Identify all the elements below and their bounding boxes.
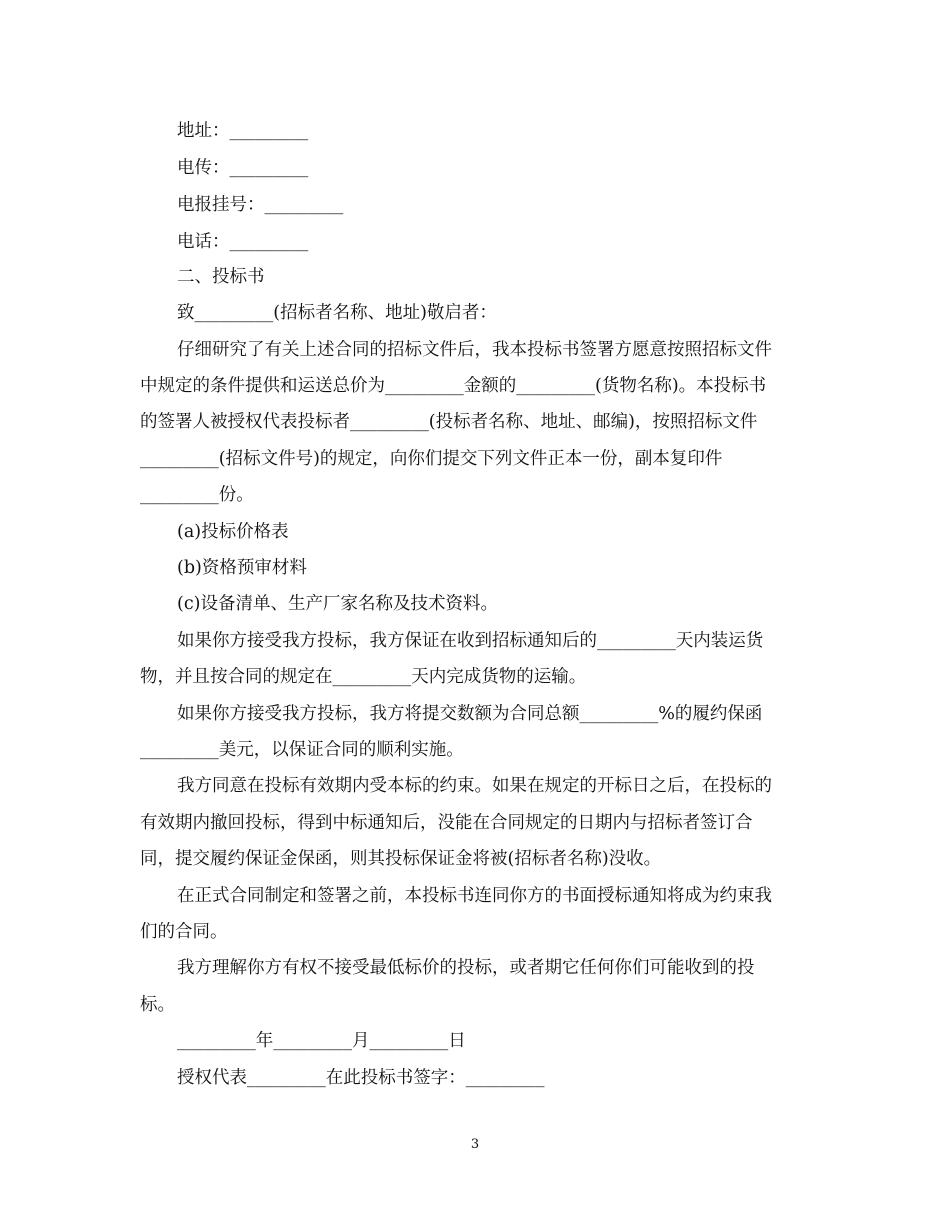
paragraph-line: 标。 — [140, 995, 175, 1015]
section-heading: 二、投标书 — [177, 267, 265, 287]
paragraph-line: 我方理解你方有权不接受最低标价的投标，或者期它任何你们可能收到的投 — [177, 958, 755, 978]
telephone-field: 电话：_________ — [177, 232, 309, 252]
paragraph-line: 同，提交履约保证金保函，则其投标保证金将被(招标者名称)没收。 — [140, 849, 662, 869]
date-line: _________年_________月_________日 — [177, 1031, 466, 1051]
page-number: 3 — [470, 1137, 480, 1152]
cable-address-field: 电报挂号：_________ — [177, 195, 344, 215]
list-item: (b)资格预审材料 — [177, 558, 307, 578]
list-item: (c)设备清单、生产厂家名称及技术资料。 — [177, 594, 498, 614]
signature-line: 授权代表_________在此投标书签字：_________ — [177, 1068, 545, 1088]
telex-field: 电传：_________ — [177, 158, 309, 178]
paragraph-line: 如果你方接受我方投标，我方将提交数额为合同总额_________%的履约保函 — [177, 704, 763, 724]
salutation: 致_________(招标者名称、地址)敬启者： — [177, 303, 497, 323]
address-field: 地址：_________ — [177, 121, 309, 141]
paragraph-line: 中规定的条件提供和运送总价为_________金额的_________(货物名称)。本投标书 — [140, 376, 767, 396]
paragraph-line: _________份。 — [140, 485, 254, 505]
paragraph-line: 物，并且按合同的规定在_________天内完成货物的运输。 — [140, 667, 587, 687]
paragraph-line: _________(招标文件号)的规定，向你们提交下列文件正本一份，副本复印件 — [140, 449, 723, 469]
paragraph-line: 有效期内撤回投标，得到中标通知后，没能在合同规定的日期内与招标者签订合 — [140, 813, 753, 833]
paragraph-line: 我方同意在投标有效期内受本标的约束。如果在规定的开标日之后，在投标的 — [177, 776, 772, 796]
paragraph-line: 如果你方接受我方投标，我方保证在收到招标通知后的_________天内装运货 — [177, 631, 764, 651]
paragraph-line: 们的合同。 — [140, 922, 228, 942]
paragraph-line: 仔细研究了有关上述合同的招标文件后，我本投标书签署方愿意按照招标文件 — [177, 340, 772, 360]
paragraph-line: 在正式合同制定和签署之前，本投标书连同你方的书面授标通知将成为约束我 — [177, 886, 772, 906]
list-item: (a)投标价格表 — [177, 522, 289, 542]
paragraph-line: 的签署人被授权代表投标者_________(投标者名称、地址、邮编)，按照招标文件 — [140, 412, 758, 432]
paragraph-line: _________美元，以保证合同的顺利实施。 — [140, 740, 464, 760]
